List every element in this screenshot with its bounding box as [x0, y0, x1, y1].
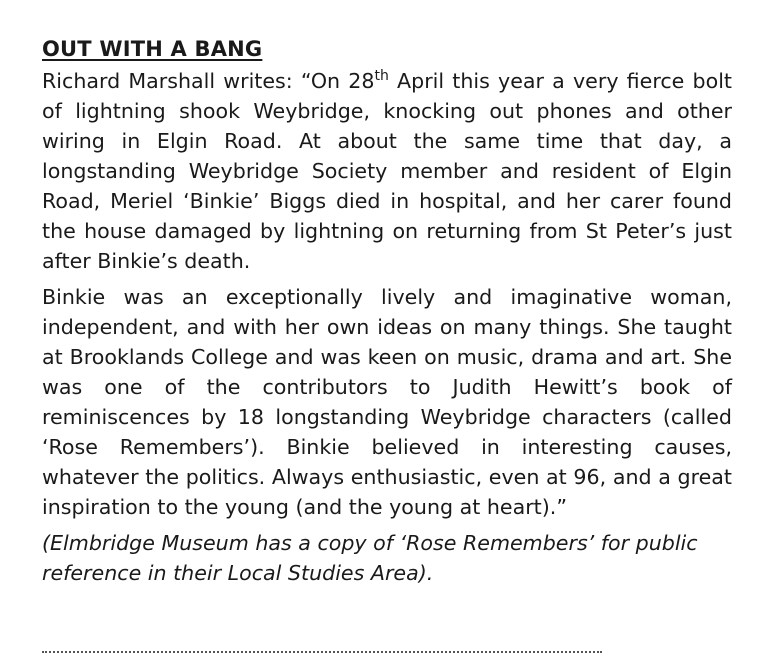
article-paragraph-2: Binkie was an exceptionally lively and imaginative woman, independent, and with her own ideas on many things. She taught at Brooklands College and was keen on music, drama and art. She was one of the contributors to Judith Hewitt’s book of reminiscences by 18 longstanding Weybridge characters (called ‘Rose Remembers’). Binkie believed in interesting causes, whatever the politics. Always enthusiastic, even at 96, and a great inspiration to the young (and the young at heart).” — [42, 285, 732, 519]
article-headline: OUT WITH A BANG — [42, 37, 263, 61]
paragraph-1-start: Richard Marshall writes: “On 28 — [42, 69, 375, 93]
paragraph-1-rest: April this year a very fierce bolt of lightning shook Weybridge, knocking out phones and other wiring in Elgin Road. At about the same time that day, a longstanding Weybridge Society member and resident of Elgin Road, Meriel ‘Binkie’ Biggs died in hospital, and her carer found the house damaged by lightning on returning from St Peter’s just after Binkie’s death. — [42, 69, 732, 273]
article — [42, 34, 732, 588]
next-article-cutoff — [42, 648, 602, 654]
article-paragraph-1 — [42, 66, 732, 276]
ordinal-superscript: th — [374, 68, 389, 85]
article-note: (Elmbridge Museum has a copy of ‘Rose Remembers’ for public reference in their Local Studies Area). — [42, 531, 698, 585]
